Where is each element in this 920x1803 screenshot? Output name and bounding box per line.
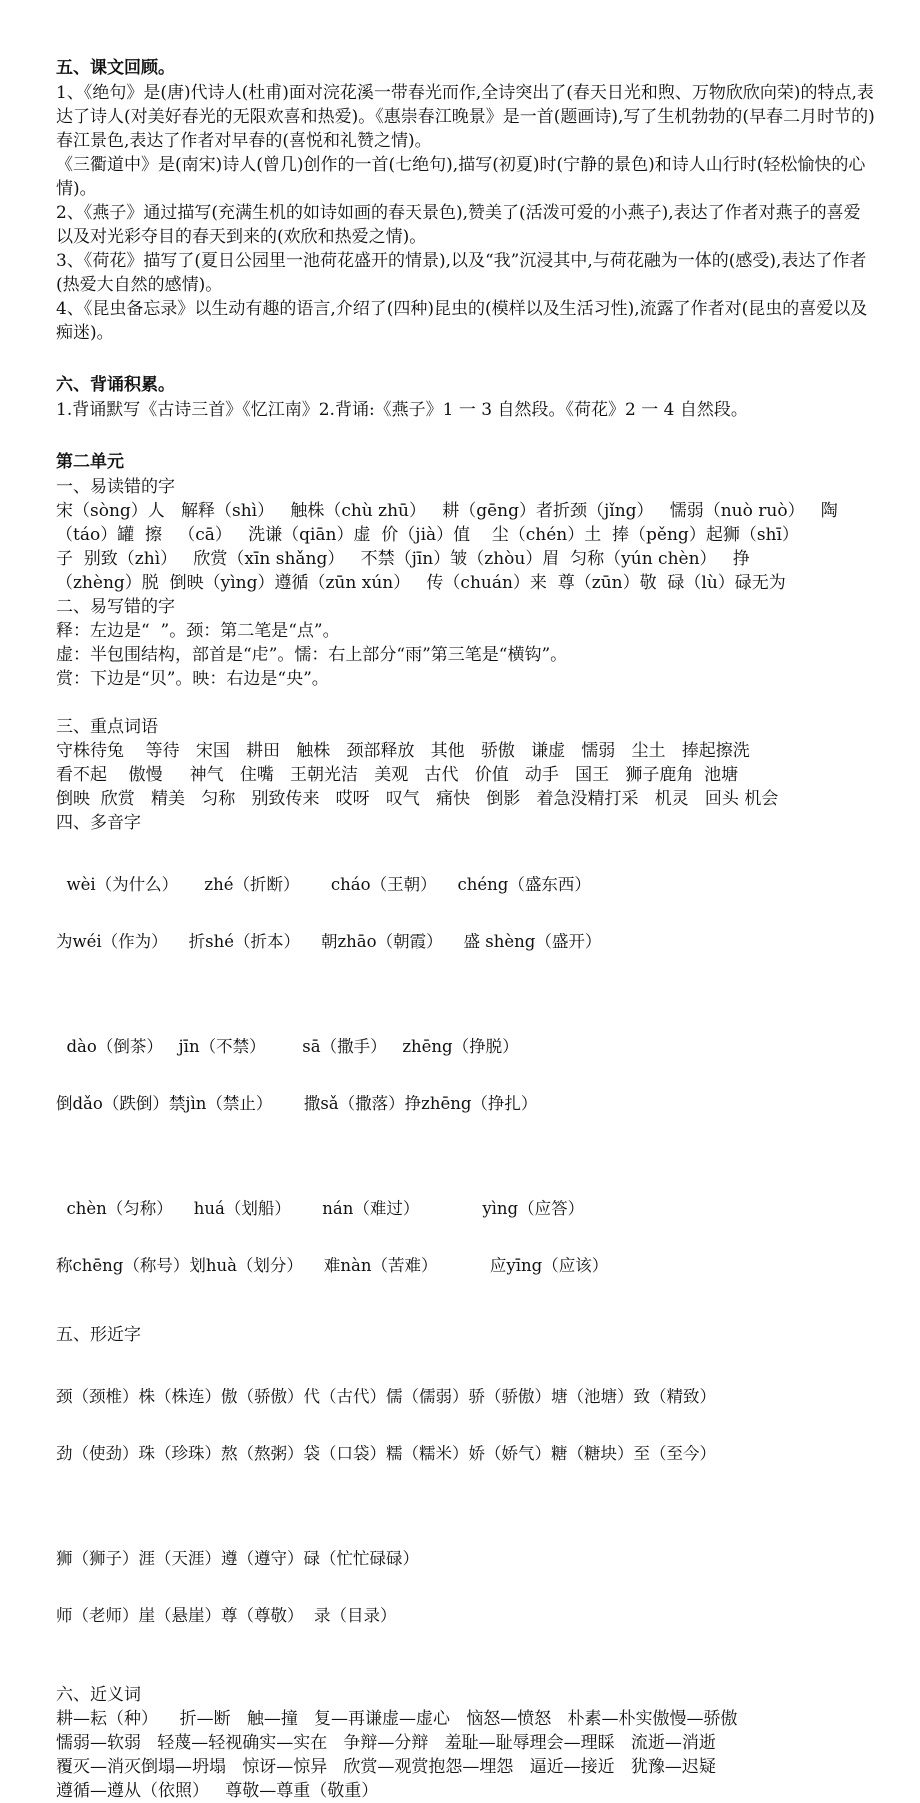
polyphone-group-2-bottom: 倒dǎo（跌倒）禁jìn（禁止） 撒sǎ（撒落）挣zhēng（挣扎） — [56, 1094, 538, 1113]
similar-chars-line-3: 狮（狮子）涯（天涯）遵（遵守）碌（忙忙碌碌） — [56, 1549, 419, 1568]
similar-chars-line-1: 颈（颈椎）株（株连）傲（骄傲）代（古代）儒（儒弱）骄（骄傲）塘（池塘）致（精致） — [56, 1387, 716, 1406]
synonyms-line-4: 遵循—遵从（依照） 尊敬—尊重（敬重） — [56, 1781, 379, 1801]
review-paragraph-4: 3、《荷花》描写了(夏日公园里一池荷花盛开的情景),以及“我”沉浸其中,与荷花融为一体的(感受),表达了作者(热爱大自然的感情)。 — [56, 251, 867, 295]
polyphone-group-1-bottom: 为wéi（作为） 折shé（折本） 朝zhāo（朝霞） 盛 shèng（盛开） — [56, 932, 602, 951]
key-words-line-3: 倒映 欣赏 精美 匀称 别致传来 哎呀 叹气 痛快 倒影 着急没精打采 机灵 回头 机会 — [56, 789, 779, 809]
section-recite-heading: 六、背诵积累。 — [56, 375, 175, 395]
similar-chars-group-1 — [56, 1349, 876, 1501]
key-words-line-1: 守株待兔 等待 宋国 耕田 触株 颈部释放 其他 骄傲 谦虚 懦弱 尘土 捧起擦洗 — [56, 741, 750, 761]
review-paragraph-3: 2、《燕子》通过描写(充满生机的如诗如画的春天景色),赞美了(活泼可爱的小燕子),表达了作者对燕子的喜爱以及对光彩夺目的春天到来的(欢欣和热爱之情)。 — [56, 203, 861, 247]
similar-chars-heading: 五、形近字 — [56, 1325, 141, 1345]
key-words-heading: 三、重点词语 — [56, 717, 158, 737]
polyphone-group-2 — [56, 999, 876, 1151]
document-page — [56, 56, 876, 1803]
misread-chars-heading: 一、易读错的字 — [56, 477, 175, 497]
misread-line-2: （táo）罐 擦 （cā） 洗谦（qiān）虚 价（jià）值 尘（chén）土 捧（pěng）起狮（shī） — [56, 525, 799, 545]
key-words-line-2: 看不起 傲慢 神气 住嘴 王朝光洁 美观 古代 价值 动手 国王 狮子鹿角 池塘 — [56, 765, 739, 785]
review-paragraph-2: 《三衢道中》是(南宋)诗人(曾几)创作的一首(七绝句),描写(初夏)时(宁静的景色)和诗人山行时(轻松愉快的心情)。 — [56, 155, 866, 199]
miswrite-line-3: 赏：下边是“贝”。映：右边是“央”。 — [56, 669, 329, 689]
misread-line-4: （zhèng）脱 倒映（yìng）遵循（zūn xún） 传（chuán）来 尊（zūn）敬 碌（lù）碌无为 — [56, 573, 786, 593]
section-review-heading: 五、课文回顾。 — [56, 58, 175, 78]
similar-chars-group-2 — [56, 1511, 876, 1663]
polyphone-group-3-bottom: 称chēng（称号）划huà（划分） 难nàn（苦难） 应yīng（应该） — [56, 1256, 609, 1275]
miswrite-line-2: 虚：半包围结构，部首是“虍”。懦：右上部分“雨”第三笔是“横钩”。 — [56, 645, 568, 665]
misread-line-3: 子 别致（zhì） 欣赏（xīn shǎng） 不禁（jīn）皱（zhòu）眉 匀称（yún chèn） 挣 — [56, 549, 750, 569]
synonyms-heading: 六、近义词 — [56, 1685, 141, 1705]
recite-paragraph: 1.背诵默写《古诗三首》《忆江南》2.背诵:《燕子》1 一 3 自然段。《荷花》2 一 4 自然段。 — [56, 400, 748, 420]
similar-chars-line-4: 师（老师）崖（悬崖）尊（尊敬） 录（目录） — [56, 1606, 397, 1625]
miswrite-line-1: 释：左边是“ ”。颈：第二笔是“点”。 — [56, 621, 340, 641]
polyphone-group-1 — [56, 837, 876, 989]
review-paragraph-5: 4、《昆虫备忘录》以生动有趣的语言,介绍了(四种)昆虫的(模样以及生活习性),流露了作者对(昆虫的喜爱以及痴迷)。 — [56, 299, 868, 343]
polyphone-group-3-top: chèn（匀称） huá（划船） nán（难过） yìng（应答） — [56, 1199, 585, 1218]
polyphone-heading: 四、多音字 — [56, 813, 141, 833]
similar-chars-line-2: 劲（使劲）珠（珍珠）熬（熬粥）袋（口袋）糯（糯米）娇（娇气）糖（糖块）至（至今） — [56, 1444, 716, 1463]
misread-line-1: 宋（sòng）人 解释（shì） 触株（chù zhū） 耕（gēng）者折颈（jǐng） 懦弱（nuò ruò） 陶 — [56, 501, 838, 521]
unit-two-heading: 第二单元 — [56, 452, 124, 472]
polyphone-group-1-top: wèi（为什么） zhé（折断） cháo（王朝） chéng（盛东西） — [56, 875, 591, 894]
review-paragraph-1: 1、《绝句》是(唐)代诗人(杜甫)面对浣花溪一带春光而作,全诗突出了(春天日光和煦、万物欣欣向荣)的特点,表达了诗人(对美好春光的无限欢喜和热爱)。《惠崇春江晚景》是一首(题画诗),写了生机勃勃的(早春二月时节的)春江景色,表达了作者对早春的(喜悦和礼赞之情)。 — [56, 83, 875, 151]
synonyms-line-3: 覆灭—消灭倒塌—坍塌 惊讶—惊异 欣赏—观赏抱怨—埋怨 逼近—接近 犹豫—迟疑 — [56, 1757, 716, 1777]
synonyms-line-2: 懦弱—软弱 轻蔑—轻视确实—实在 争辩—分辩 羞耻—耻辱理会—理睬 流逝—消逝 — [56, 1733, 716, 1753]
polyphone-group-3 — [56, 1161, 876, 1313]
synonyms-line-1: 耕—耘（种） 折—断 触—撞 复—再谦虚—虚心 恼怒—愤怒 朴素—朴实傲慢—骄傲 — [56, 1709, 738, 1729]
polyphone-group-2-top: dào（倒茶） jīn（不禁） sā（撒手） zhēng（挣脱） — [56, 1037, 519, 1056]
miswrite-chars-heading: 二、易写错的字 — [56, 597, 175, 617]
